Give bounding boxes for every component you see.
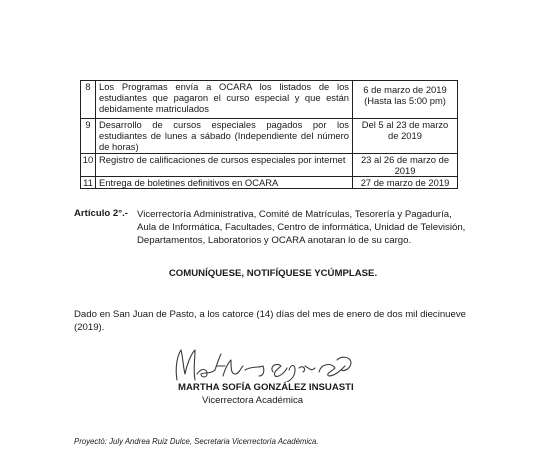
signer-name: MARTHA SOFÍA GONZÁLEZ INSUASTI (178, 382, 354, 393)
row-date-line: 2019 (394, 165, 416, 176)
row-date-line: (Hasta las 5:00 pm) (364, 95, 446, 106)
signer-role: Vicerrectora Académica (202, 395, 304, 406)
table-row (81, 81, 458, 119)
row-description: Desarrollo de cursos especiales pagados por los estudiantes de lunes a sábado (Independiente del número de horas) (96, 119, 353, 154)
row-date (353, 177, 458, 189)
row-date-line: 6 de marzo de 2019 (363, 84, 447, 95)
row-date (353, 119, 458, 154)
row-number: 9 (81, 119, 96, 154)
row-date-line: Del 5 al 23 de marzo (361, 119, 449, 130)
handwritten-signature (165, 346, 365, 382)
row-description: Registro de calificaciones de cursos especiales por internet (96, 154, 353, 177)
row-date (353, 154, 458, 177)
closing-heading (0, 268, 534, 279)
issued-statement: Dado en San Juan de Pasto, a los catorce (14) días del mes de enero de dos mil diecinueve (2019). (74, 309, 466, 333)
row-date-line: 23 al 26 de marzo de (360, 154, 450, 165)
row-description: Entrega de boletines definitivos en OCARA (96, 177, 353, 189)
table-row (81, 177, 458, 189)
article-label: Artículo 2°.- (74, 208, 128, 219)
row-number: 11 (81, 177, 96, 189)
prepared-by-note: Proyectó: July Andrea Ruiz Dulce, Secretaria Vicerrectoría Académica. (74, 437, 319, 446)
article-text: Vicerrectoría Administrativa, Comité de Matrículas, Tesorería y Pagaduría, Aula de Informática, Facultades, Centro de informática, Unidad de Televisión, Departamentos, Laboratorios y OCARA anotaran lo de su cargo. (137, 209, 466, 246)
row-date-line: 27 de marzo de 2019 (360, 177, 450, 188)
closing-heading-text: COMUNÍQUESE, NOTIFÍQUESE YCÚMPLASE. (168, 268, 378, 279)
schedule-table (80, 80, 458, 189)
row-description: Los Programas envía a OCARA los listados de los estudiantes que pagaron el curso especial y que están debidamente matriculados (96, 81, 353, 119)
row-number: 8 (81, 81, 96, 119)
row-date (353, 81, 458, 119)
row-number: 10 (81, 154, 96, 177)
row-date-line: de 2019 (388, 130, 422, 141)
table-row (81, 119, 458, 154)
table-row (81, 154, 458, 177)
